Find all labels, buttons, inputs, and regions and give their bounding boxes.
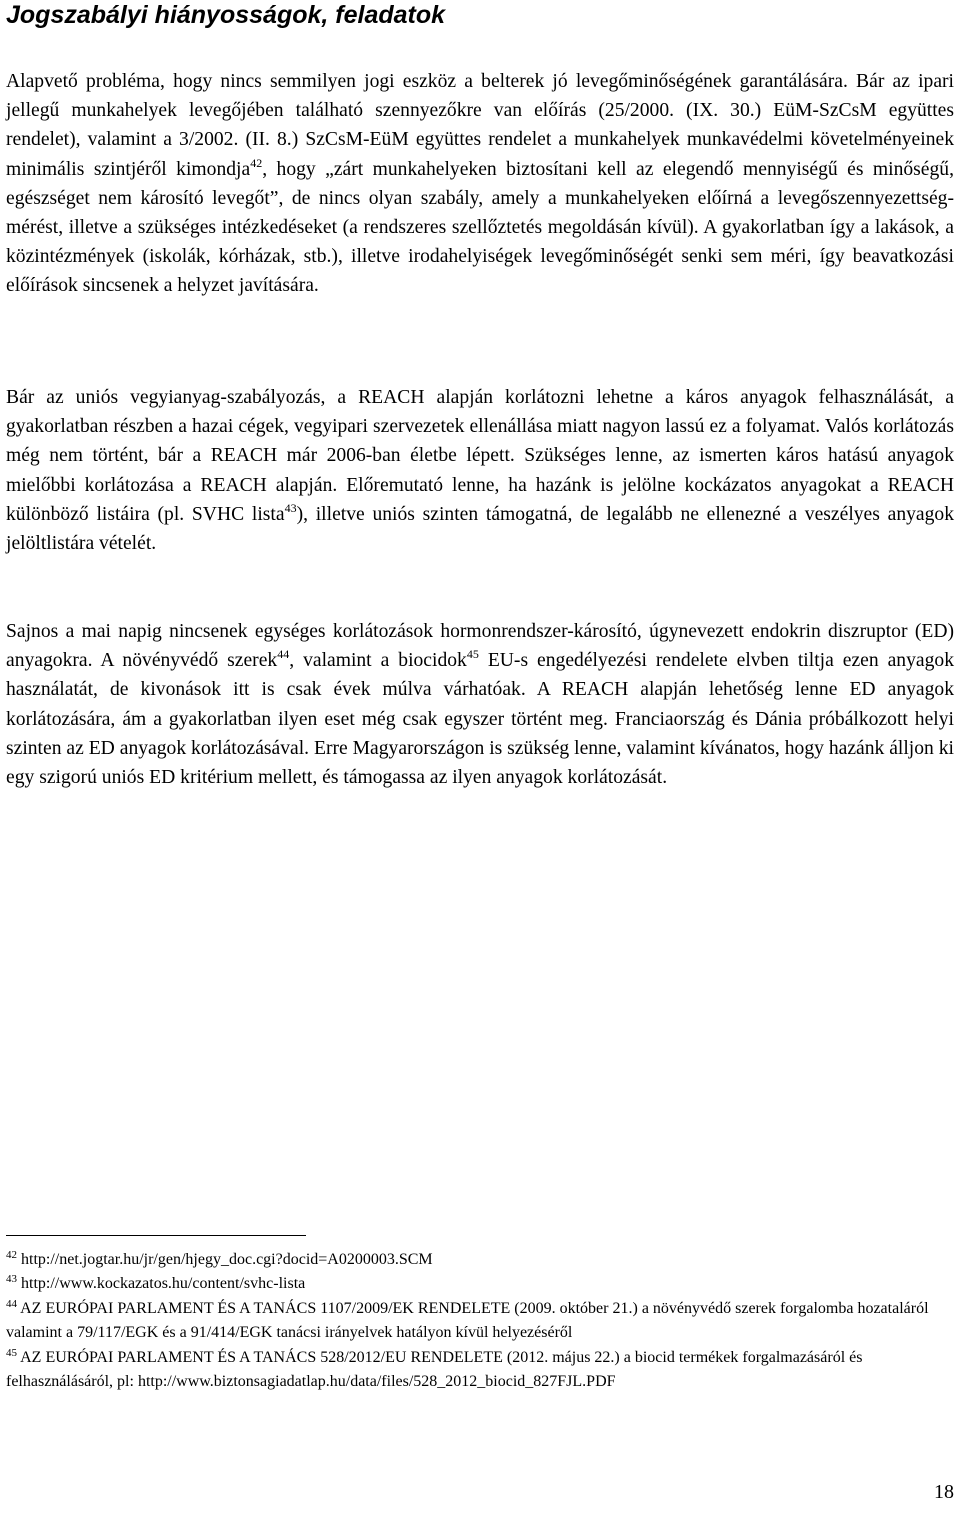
footnotes — [6, 1248, 954, 1394]
paragraph-1-text-a: Alapvető probléma, hogy nincs semmilyen jogi eszköz a belterek jó levegőminőségének garantálására. Bár az ipari jellegű munkahelyek levegőjében található szennyezőkre van előírás (25/2000. (IX. 30.) EüM-SzCsM együttes rendelet), valamint a 3/2002. (II. 8.) SzCsM-EüM együttes rendelet a munkahelyek munkavédelmi követelményeinek minimális szintjéről kimondja — [6, 71, 954, 180]
paragraph-3-text-a: Sajnos a mai napig nincsenek egységes korlátozások hormonrendszer-károsító, úgynevezett endokrin diszruptor (ED) anyagokra. A növényvédő szerek — [6, 621, 954, 672]
paragraph-3 — [6, 617, 954, 792]
paragraph-1-text-b: , hogy „zárt munkahelyeken biztosítani kell az elegendő mennyiségű és minőségű, egészséget nem károsító levegőt”, de nincs olyan szabály, amely a munkahelyeken előírná a levegőszennyezettség-mérést, illetve a szükséges intézkedéseket (a rendszeres szellőztetés megoldásán kívül). A gyakorlatban így a lakások, a közintézmények (iskolák, kórházak, stb.), illetve irodahelyiségek levegőminőségét senki sem méri, így beavatkozási előírások sincsenek a helyzet javítására. — [6, 158, 954, 297]
paragraph-2 — [6, 383, 954, 558]
footnote-number: 43 — [6, 1273, 17, 1286]
paragraph-2-text-a: Bár az uniós vegyianyag-szabályozás, a REACH alapján korlátozni lehetne a káros anyagok felhasználását, a gyakorlatban részben a hazai cégek, vegyipari szervezetek ellenállása miatt nagyon lassú ez a folyamat. Valós korlátozás még nem történt, bár a REACH már 2006-ban életbe lépett. Szükséges lenne, az ismerten káros hatású anyagok mielőbbi korlátozása a REACH alapján. Előremutató lenne, ha hazánk is jelölne kockázatos anyagokat a REACH különböző listáira (pl. SVHC lista — [6, 387, 954, 525]
footnote-43 — [6, 1272, 954, 1296]
section-title: Jogszabályi hiányosságok, feladatok — [6, 1, 446, 29]
paragraph-1 — [6, 67, 954, 301]
footnote-text[interactable]: AZ EURÓPAI PARLAMENT ÉS A TANÁCS 528/2012/EU RENDELETE (2012. május 22.) a biocid termékek forgalmazásáról és felhasználásáról, pl: http://www.biztonsagiadatlap.hu/data/files/528_2012_biocid_827FJL.PDF — [6, 1348, 863, 1391]
footnote-45 — [6, 1346, 954, 1395]
paragraph-3-text-c: EU-s engedélyezési rendelete elvben tiltja ezen anyagok használatát, de kivonások itt is csak évek múlva várhatóak. A REACH alapján lehetőség lenne ED anyagok korlátozására, ám a gyakorlatban ilyen eset még csak egyszer történt meg. Franciaország és Dánia próbálkozott helyi szinten az ED anyagok korlátozásával. Erre Magyarországon is szükség lenne, valamint kívánatos, hogy hazánk álljon ki egy szigorú uniós ED kritérium mellett, és támogassa az ilyen anyagok korlátozását. — [6, 650, 954, 789]
footnote-44 — [6, 1297, 954, 1346]
footnote-separator — [6, 1235, 306, 1236]
footnote-42 — [6, 1248, 954, 1272]
footnote-ref-43[interactable]: 43 — [284, 500, 297, 515]
footnote-ref-44[interactable]: 44 — [277, 647, 290, 662]
footnote-ref-42[interactable]: 42 — [250, 155, 263, 170]
footnote-text[interactable]: http://www.kockazatos.hu/content/svhc-lista — [17, 1275, 306, 1293]
paragraph-2-text-b: ), illetve uniós szinten támogatná, de legalább ne ellenezné a veszélyes anyagok jelöltlistára vételét. — [6, 503, 954, 555]
footnote-text: AZ EURÓPAI PARLAMENT ÉS A TANÁCS 1107/2009/EK RENDELETE (2009. október 21.) a növényvédő szerek forgalomba hozataláról valamint a 79/117/EGK és a 91/414/EGK tanácsi irányelvek hatályon kívül helyezéséről — [6, 1299, 929, 1342]
footnote-number: 44 — [6, 1297, 17, 1310]
footnote-number: 42 — [6, 1249, 17, 1261]
paragraph-3-text-b: , valamint a biocidok — [289, 650, 467, 672]
page-number: 18 — [934, 1481, 954, 1503]
footnote-text[interactable]: http://net.jogtar.hu/jr/gen/hjegy_doc.cgi?docid=A0200003.SCM — [17, 1251, 433, 1268]
footnote-ref-45[interactable]: 45 — [466, 647, 479, 662]
footnote-number: 45 — [6, 1346, 17, 1359]
